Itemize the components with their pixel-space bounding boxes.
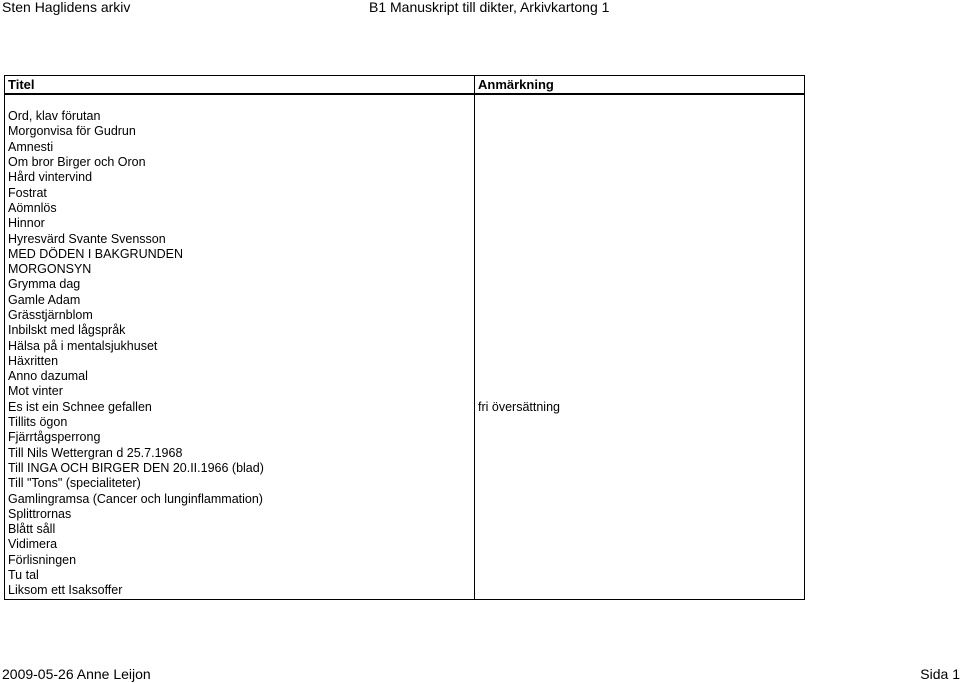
cell-title: Blått såll bbox=[5, 522, 475, 537]
table-row bbox=[5, 415, 805, 430]
cell-note bbox=[475, 553, 805, 568]
cell-title: Till INGA OCH BIRGER DEN 20.II.1966 (blad) bbox=[5, 461, 475, 476]
cell-title: Vidimera bbox=[5, 537, 475, 552]
table-row bbox=[5, 476, 805, 491]
cell-note bbox=[475, 293, 805, 308]
cell-note bbox=[475, 384, 805, 399]
table-row bbox=[5, 323, 805, 338]
cell-note bbox=[475, 262, 805, 277]
cell-note bbox=[475, 308, 805, 323]
cell-note bbox=[475, 430, 805, 445]
table-row bbox=[5, 277, 805, 292]
table-row bbox=[5, 430, 805, 445]
cell-title: Hälsa på i mentalsjukhuset bbox=[5, 338, 475, 353]
cell-title: Gamlingramsa (Cancer och lunginflammation) bbox=[5, 491, 475, 506]
table-row bbox=[5, 491, 805, 506]
cell-title: MORGONSYN bbox=[5, 262, 475, 277]
cell-title: Till Nils Wettergran d 25.7.1968 bbox=[5, 446, 475, 461]
page-footer-date-author: 2009-05-26 Anne Leijon bbox=[2, 666, 151, 682]
page-header-title: B1 Manuskript till dikter, Arkivkartong 1 bbox=[369, 0, 610, 15]
table-row bbox=[5, 507, 805, 522]
cell-title: Häxritten bbox=[5, 354, 475, 369]
cell-title: Mot vinter bbox=[5, 384, 475, 399]
cell-title: Aömnlös bbox=[5, 201, 475, 216]
cell-note bbox=[475, 155, 805, 170]
page-header-archive: Sten Haglidens arkiv bbox=[2, 0, 131, 15]
table-row bbox=[5, 553, 805, 568]
cell-note bbox=[475, 185, 805, 200]
cell-note bbox=[475, 140, 805, 155]
table-row bbox=[5, 537, 805, 552]
table-row bbox=[5, 369, 805, 384]
cell-title: Förlisningen bbox=[5, 553, 475, 568]
cell-note bbox=[475, 583, 805, 599]
cell-title: Om bror Birger och Oron bbox=[5, 155, 475, 170]
cell-title: Anno dazumal bbox=[5, 369, 475, 384]
cell-note bbox=[475, 124, 805, 139]
cell-note bbox=[475, 537, 805, 552]
table-row bbox=[5, 262, 805, 277]
column-header-title: Titel bbox=[5, 76, 475, 95]
table-row bbox=[5, 170, 805, 185]
cell-note bbox=[475, 323, 805, 338]
cell-title: Fjärrtågsperrong bbox=[5, 430, 475, 445]
cell-note bbox=[475, 277, 805, 292]
cell-title: Amnesti bbox=[5, 140, 475, 155]
cell-note bbox=[475, 201, 805, 216]
cell-note bbox=[475, 247, 805, 262]
page-footer-page-number: Sida 1 bbox=[920, 666, 960, 682]
cell-title: Gamle Adam bbox=[5, 293, 475, 308]
cell-note bbox=[475, 476, 805, 491]
table-row bbox=[5, 201, 805, 216]
table-row bbox=[5, 109, 805, 124]
cell-note bbox=[475, 461, 805, 476]
spacer-row bbox=[5, 94, 805, 109]
table-row bbox=[5, 338, 805, 353]
cell-note bbox=[475, 446, 805, 461]
cell-note bbox=[475, 109, 805, 124]
cell-title: Splittrornas bbox=[5, 507, 475, 522]
cell-title: Tu tal bbox=[5, 568, 475, 583]
table-row bbox=[5, 308, 805, 323]
cell-note bbox=[475, 491, 805, 506]
cell-title: Hyresvärd Svante Svensson bbox=[5, 231, 475, 246]
table-row bbox=[5, 231, 805, 246]
table-row bbox=[5, 461, 805, 476]
cell-title: Liksom ett Isaksoffer bbox=[5, 583, 475, 599]
table-row bbox=[5, 293, 805, 308]
cell-title: MED DÖDEN I BAKGRUNDEN bbox=[5, 247, 475, 262]
cell-title: Es ist ein Schnee gefallen bbox=[5, 400, 475, 415]
cell-note bbox=[475, 522, 805, 537]
cell-note bbox=[475, 231, 805, 246]
cell-title: Grymma dag bbox=[5, 277, 475, 292]
cell-title: Hård vintervind bbox=[5, 170, 475, 185]
table-row bbox=[5, 124, 805, 139]
cell-note: fri översättning bbox=[475, 400, 805, 415]
cell-note bbox=[475, 170, 805, 185]
cell-title: Fostrat bbox=[5, 185, 475, 200]
table-row bbox=[5, 140, 805, 155]
table-row bbox=[5, 384, 805, 399]
table-row bbox=[5, 446, 805, 461]
table-row bbox=[5, 583, 805, 599]
cell-note bbox=[475, 369, 805, 384]
cell-note bbox=[475, 568, 805, 583]
table-row bbox=[5, 522, 805, 537]
cell-note bbox=[475, 507, 805, 522]
cell-title: Grässtjärnblom bbox=[5, 308, 475, 323]
table-row bbox=[5, 247, 805, 262]
table-row bbox=[5, 568, 805, 583]
cell-title: Morgonvisa för Gudrun bbox=[5, 124, 475, 139]
table-header-row bbox=[5, 76, 805, 95]
cell-title: Hinnor bbox=[5, 216, 475, 231]
cell-title: Inbilskt med lågspråk bbox=[5, 323, 475, 338]
cell-note bbox=[475, 338, 805, 353]
cell-note bbox=[475, 216, 805, 231]
cell-title: Ord, klav förutan bbox=[5, 109, 475, 124]
table-row bbox=[5, 400, 805, 415]
table-row bbox=[5, 155, 805, 170]
column-header-note: Anmärkning bbox=[475, 76, 805, 95]
cell-note bbox=[475, 354, 805, 369]
cell-note bbox=[475, 415, 805, 430]
manuscript-table bbox=[4, 75, 805, 600]
cell-title: Tillits ögon bbox=[5, 415, 475, 430]
table-row bbox=[5, 185, 805, 200]
table-row bbox=[5, 354, 805, 369]
cell-title: Till "Tons" (specialiteter) bbox=[5, 476, 475, 491]
table-row bbox=[5, 216, 805, 231]
